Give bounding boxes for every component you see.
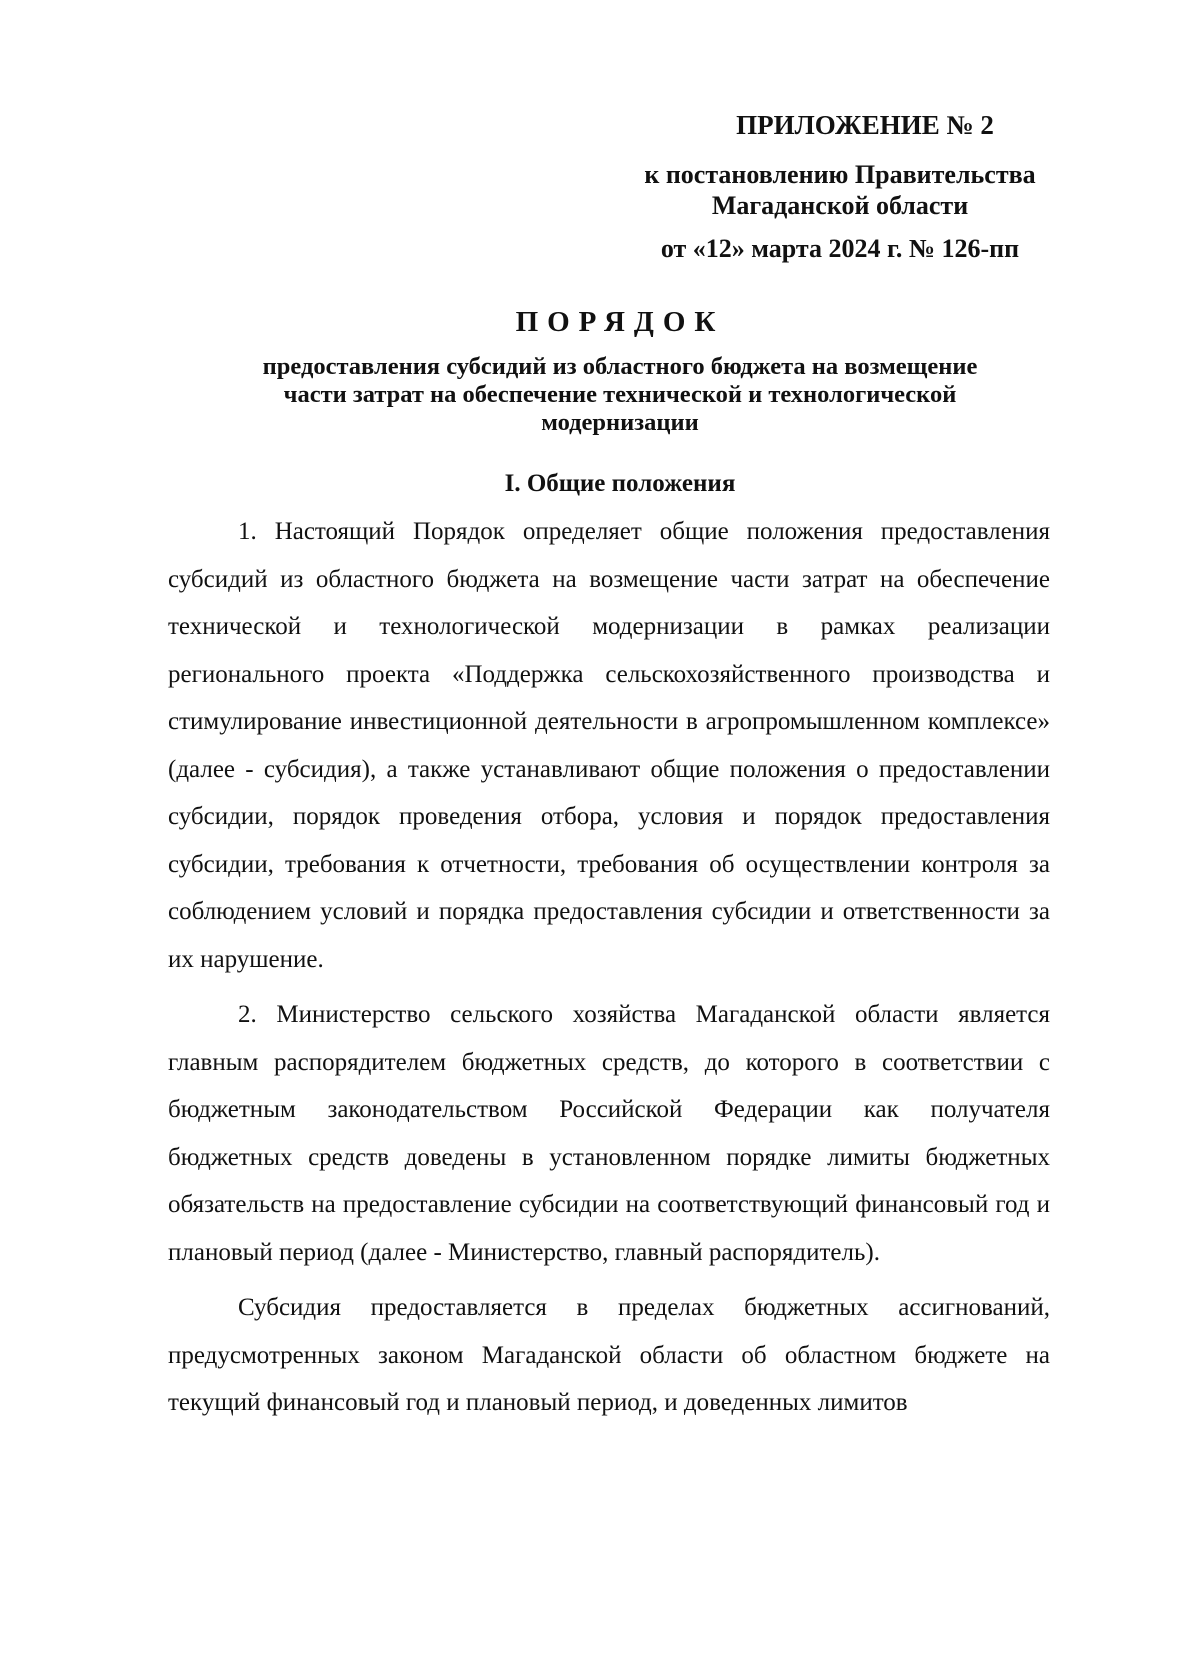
- order-subtitle-line-2: части затрат на обеспечение технической и технологической: [283, 381, 957, 408]
- appendix-title: ПРИЛОЖЕНИЕ № 2: [736, 110, 994, 140]
- paragraph-1: 1. Настоящий Порядок определяет общие положения предоставления субсидий из областного бюджета на возмещение части затрат на обеспечение технической и технологической модернизации в рамках реализации регионального проекта «Поддержка сельскохозяйственного производства и стимулирование инвестиционной деятельности в агропромышленном комплексе» (далее - субсидия), а также устанавливают общие положения о предоставлении субсидии, порядок проведения отбора, условия и порядок предоставления субсидии, требования к отчетности, требования об осуществлении контроля за соблюдением условий и порядка предоставления субсидии и ответственности за их нарушение.: [168, 518, 1050, 973]
- document-heading: [160, 306, 1080, 437]
- order-title: ПОРЯДОК: [515, 306, 725, 338]
- appendix-date: от «12» марта 2024 г. № 126-пп: [660, 234, 1020, 263]
- paragraph-3: Субсидия предоставляется в пределах бюджетных ассигнований, предусмотренных законом Магаданской области об областном бюджете на текущий финансовый год и плановый период, и доведенных лимитов: [168, 1294, 1050, 1416]
- appendix-line-2: Магаданской области: [711, 191, 969, 220]
- paragraph-2: 2. Министерство сельского хозяйства Магаданской области является главным распорядителем бюджетных средств, до которого в соответствии с бюджетным законодательством Российской Федерации как получателя бюджетных средств доведены в установленном порядке лимиты бюджетных обязательств на предоставление субсидии на соответствующий финансовый год и плановый период (далее - Министерство, главный распорядитель).: [168, 1001, 1050, 1266]
- body-text: [168, 508, 1050, 1435]
- appendix-block: [620, 110, 1060, 264]
- order-subtitle-line-1: предоставления субсидий из областного бюджета на возмещение: [262, 353, 978, 380]
- appendix-line-1: к постановлению Правительства: [644, 160, 1036, 189]
- section-title: I. Общие положения: [504, 470, 736, 497]
- order-subtitle-line-3: модернизации: [541, 409, 699, 436]
